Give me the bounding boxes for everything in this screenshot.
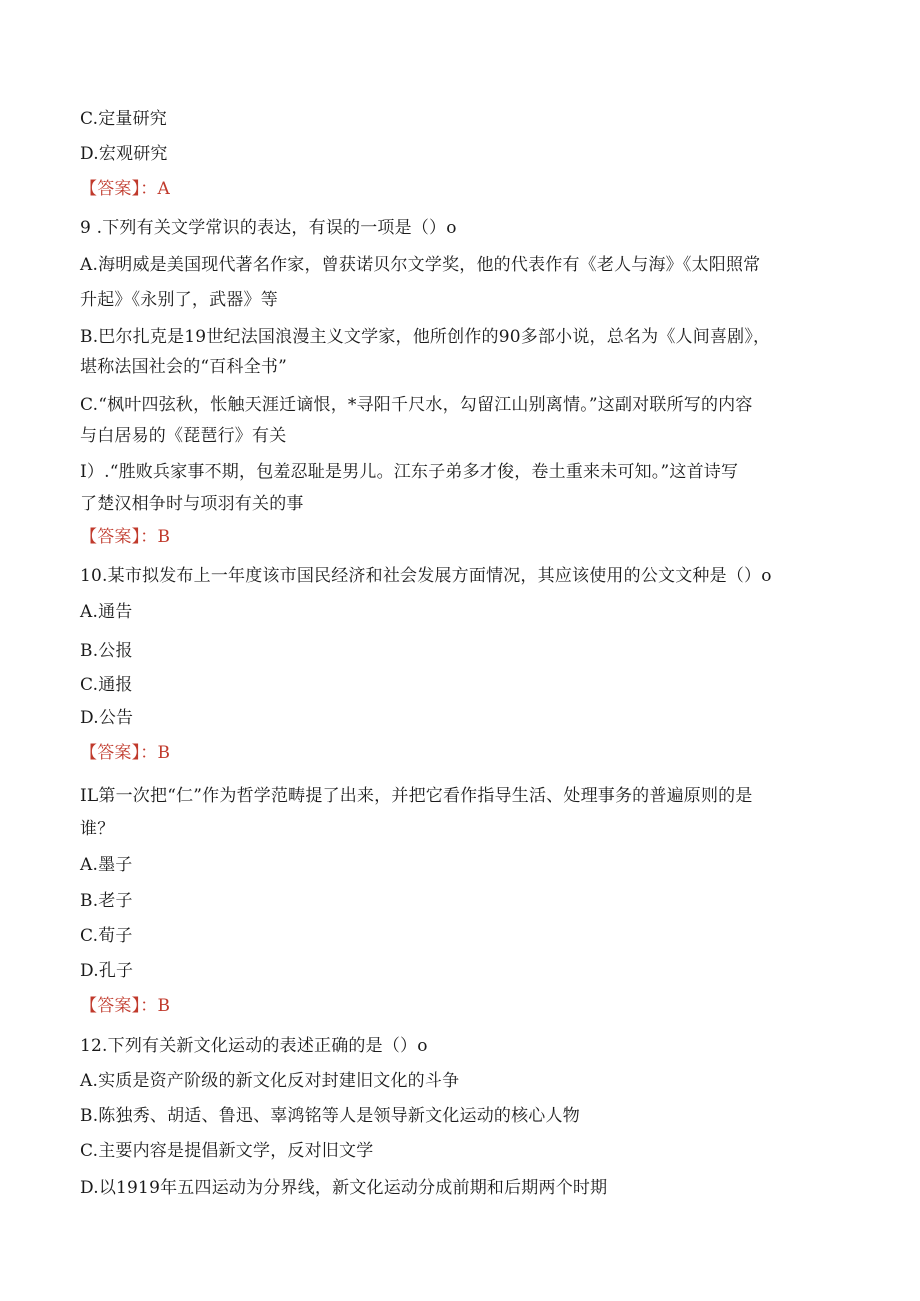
answer-q8: 【答案】：A — [80, 179, 170, 199]
option-a-q11: A.墨子 — [80, 855, 133, 875]
option-d-q8: D.宏观研究 — [80, 144, 168, 164]
question-11-line1: IL第一次把“仁”作为哲学范畴提了出来，并把它看作指导生活、处理事务的普遍原则的是 — [80, 786, 753, 806]
question-10: 10.某市拟发布上一年度该市国民经济和社会发展方面情况，其应该使用的公文文种是（）o — [80, 566, 772, 586]
option-d-q9-line1: I）.“胜败兵家事不期，包羞忍耻是男儿。江东子弟多才俊，卷土重来未可知。”这首诗写 — [80, 462, 739, 482]
option-b-q12: B.陈独秀、胡适、鲁迅、辜鸿铭等人是领导新文化运动的核心人物 — [80, 1106, 580, 1126]
option-a-q9-line2: 升起》《永别了，武器》等 — [80, 290, 278, 310]
question-9: 9 .下列有关文学常识的表达，有误的一项是（）o — [80, 218, 457, 238]
option-c-q9-line1: C.“枫叶四弦秋，怅触天涯迁谪恨，*寻阳千尺水，勾留江山别离情。”这副对联所写的内容 — [80, 395, 753, 415]
option-a-q12: A.实质是资产阶级的新文化反对封建旧文化的斗争 — [80, 1071, 460, 1091]
option-c-q11: C.荀子 — [80, 926, 133, 946]
answer-q9: 【答案】：B — [80, 527, 171, 547]
option-a-q9-line1: A.海明威是美国现代著名作家，曾获诺贝尔文学奖，他的代表作有《老人与海》《太阳照常 — [80, 255, 761, 275]
answer-q10: 【答案】：B — [80, 743, 171, 763]
option-b-q11: B.老子 — [80, 891, 133, 911]
option-d-q12: D.以1919年五四运动为分界线，新文化运动分成前期和后期两个时期 — [80, 1178, 608, 1198]
option-b-q10: B.公报 — [80, 641, 133, 661]
option-b-q9-line2: 堪称法国社会的“百科全书” — [80, 357, 287, 377]
option-b-q9-line1: B.巴尔扎克是19世纪法国浪漫主义文学家，他所创作的90多部小说，总名为《人间喜剧》， — [80, 327, 771, 347]
option-c-q10: C.通报 — [80, 675, 133, 695]
question-11-line2: 谁？ — [80, 819, 115, 839]
option-d-q11: D.孔子 — [80, 961, 134, 981]
option-c-q12: C.主要内容是提倡新文学，反对旧文学 — [80, 1141, 374, 1161]
option-a-q10: A.通告 — [80, 602, 133, 622]
option-d-q10: D.公告 — [80, 708, 134, 728]
option-c-q9-line2: 与白居易的《琵琶行》有关 — [80, 426, 287, 446]
option-d-q9-line2: 了楚汉相争时与项羽有关的事 — [80, 494, 304, 514]
answer-q11: 【答案】：B — [80, 996, 171, 1016]
question-12: 12.下列有关新文化运动的表述正确的是（）o — [80, 1036, 428, 1056]
option-c-q8: C.定量研究 — [80, 109, 168, 129]
